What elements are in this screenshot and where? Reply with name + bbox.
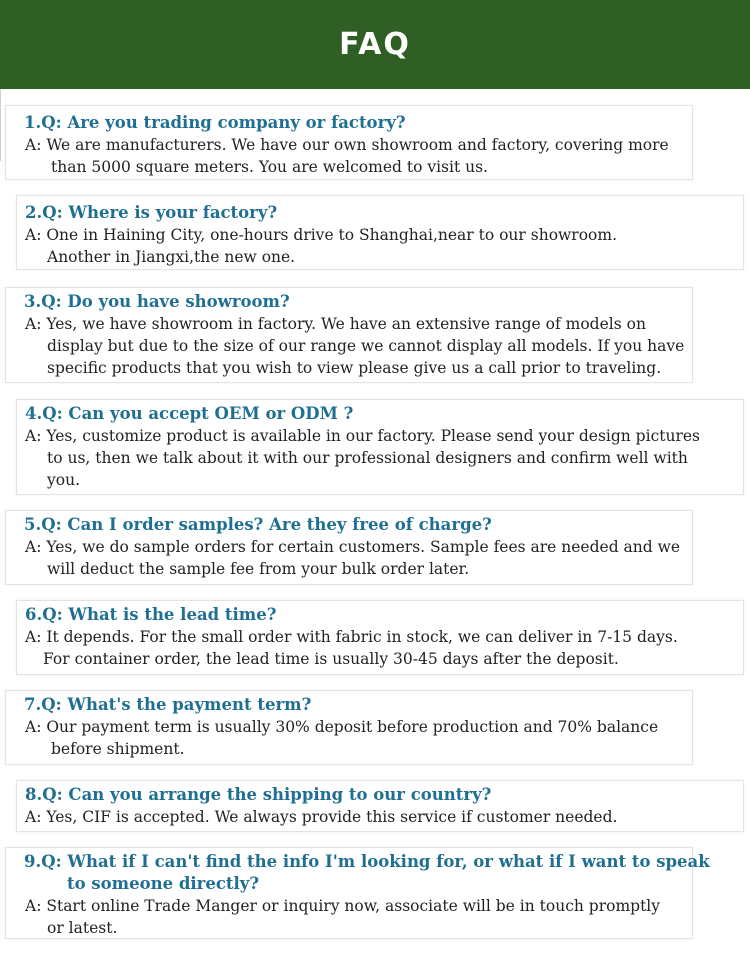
question-line: 6.Q: What is the lead time? [25,605,277,624]
answer-line: you. [47,471,80,489]
faq-item-3 [5,287,693,383]
faq-answer [25,134,669,178]
faq-answer [25,716,658,760]
answer-line: display but due to the size of our range we cannot display all models. If you have [47,337,685,355]
faq-item-2 [16,195,744,270]
answer-line: A: Yes, we do sample orders for certain customers. Sample fees are needed and we [25,538,681,556]
question-line: 4.Q: Can you accept OEM or ODM ? [25,404,354,423]
answer-line: A: Yes, we have showroom in factory. We have an extensive range of models on [25,315,646,333]
answer-line: A: It depends. For the small order with fabric in stock, we can deliver in 7-15 days. [25,628,678,646]
faq-item-6 [16,600,744,675]
faq-question [24,291,290,313]
answer-line: A: Yes, customize product is available in our factory. Please send your design pictures [25,427,700,445]
faq-item-8 [16,780,744,832]
faq-answer [25,536,680,580]
faq-answer [25,806,617,828]
faq-answer [25,895,660,939]
answer-line: or latest. [47,919,118,937]
answer-line: will deduct the sample fee from your bulk order later. [47,560,470,578]
answer-line: A: We are manufacturers. We have our own showroom and factory, covering more [25,136,669,154]
question-line: 7.Q: What's the payment term? [24,695,312,714]
answer-line: than 5000 square meters. You are welcomed to visit us. [51,158,488,176]
answer-line: A: Our payment term is usually 30% deposit before production and 70% balance [25,718,659,736]
question-line: 5.Q: Can I order samples? Are they free of charge? [24,515,492,534]
question-line: 1.Q: Are you trading company or factory? [24,113,406,132]
faq-item-5 [5,510,693,585]
faq-question [25,202,277,224]
faq-question [24,112,406,134]
question-line: to someone directly? [67,874,260,893]
question-line: 3.Q: Do you have showroom? [24,292,290,311]
page-title: FAQ [339,27,411,62]
answer-line: Another in Jiangxi,the new one. [47,248,296,266]
faq-header [0,0,750,89]
faq-answer [25,425,700,491]
faq-question [25,604,276,626]
faq-question [25,403,353,425]
faq-question [24,514,492,536]
answer-line: A: One in Haining City, one-hours drive to Shanghai,near to our showroom. [25,226,617,244]
faq-answer [25,626,678,670]
faq-answer [25,313,684,379]
faq-question [25,784,491,806]
faq-item-1 [5,105,693,180]
left-divider [0,89,1,161]
faq-answer [25,224,617,268]
question-line: 2.Q: Where is your factory? [25,203,278,222]
question-line: 8.Q: Can you arrange the shipping to our country? [25,785,492,804]
answer-line: specific products that you wish to view please give us a call prior to traveling. [47,359,662,377]
faq-item-9 [5,847,710,939]
faq-item-7 [5,690,693,765]
faq-item-4 [16,399,744,495]
faq-question [24,694,311,716]
answer-line: A: Yes, CIF is accepted. We always provide this service if customer needed. [25,808,618,826]
faq-question [24,851,710,895]
answer-line: A: Start online Trade Manger or inquiry now, associate will be in touch promptly [25,897,661,915]
answer-line: before shipment. [51,740,185,758]
answer-line: to us, then we talk about it with our professional designers and confirm well with [47,449,688,467]
answer-line: For container order, the lead time is usually 30-45 days after the deposit. [43,650,619,668]
question-line: 9.Q: What if I can't find the info I'm looking for, or what if I want to speak [24,852,710,871]
